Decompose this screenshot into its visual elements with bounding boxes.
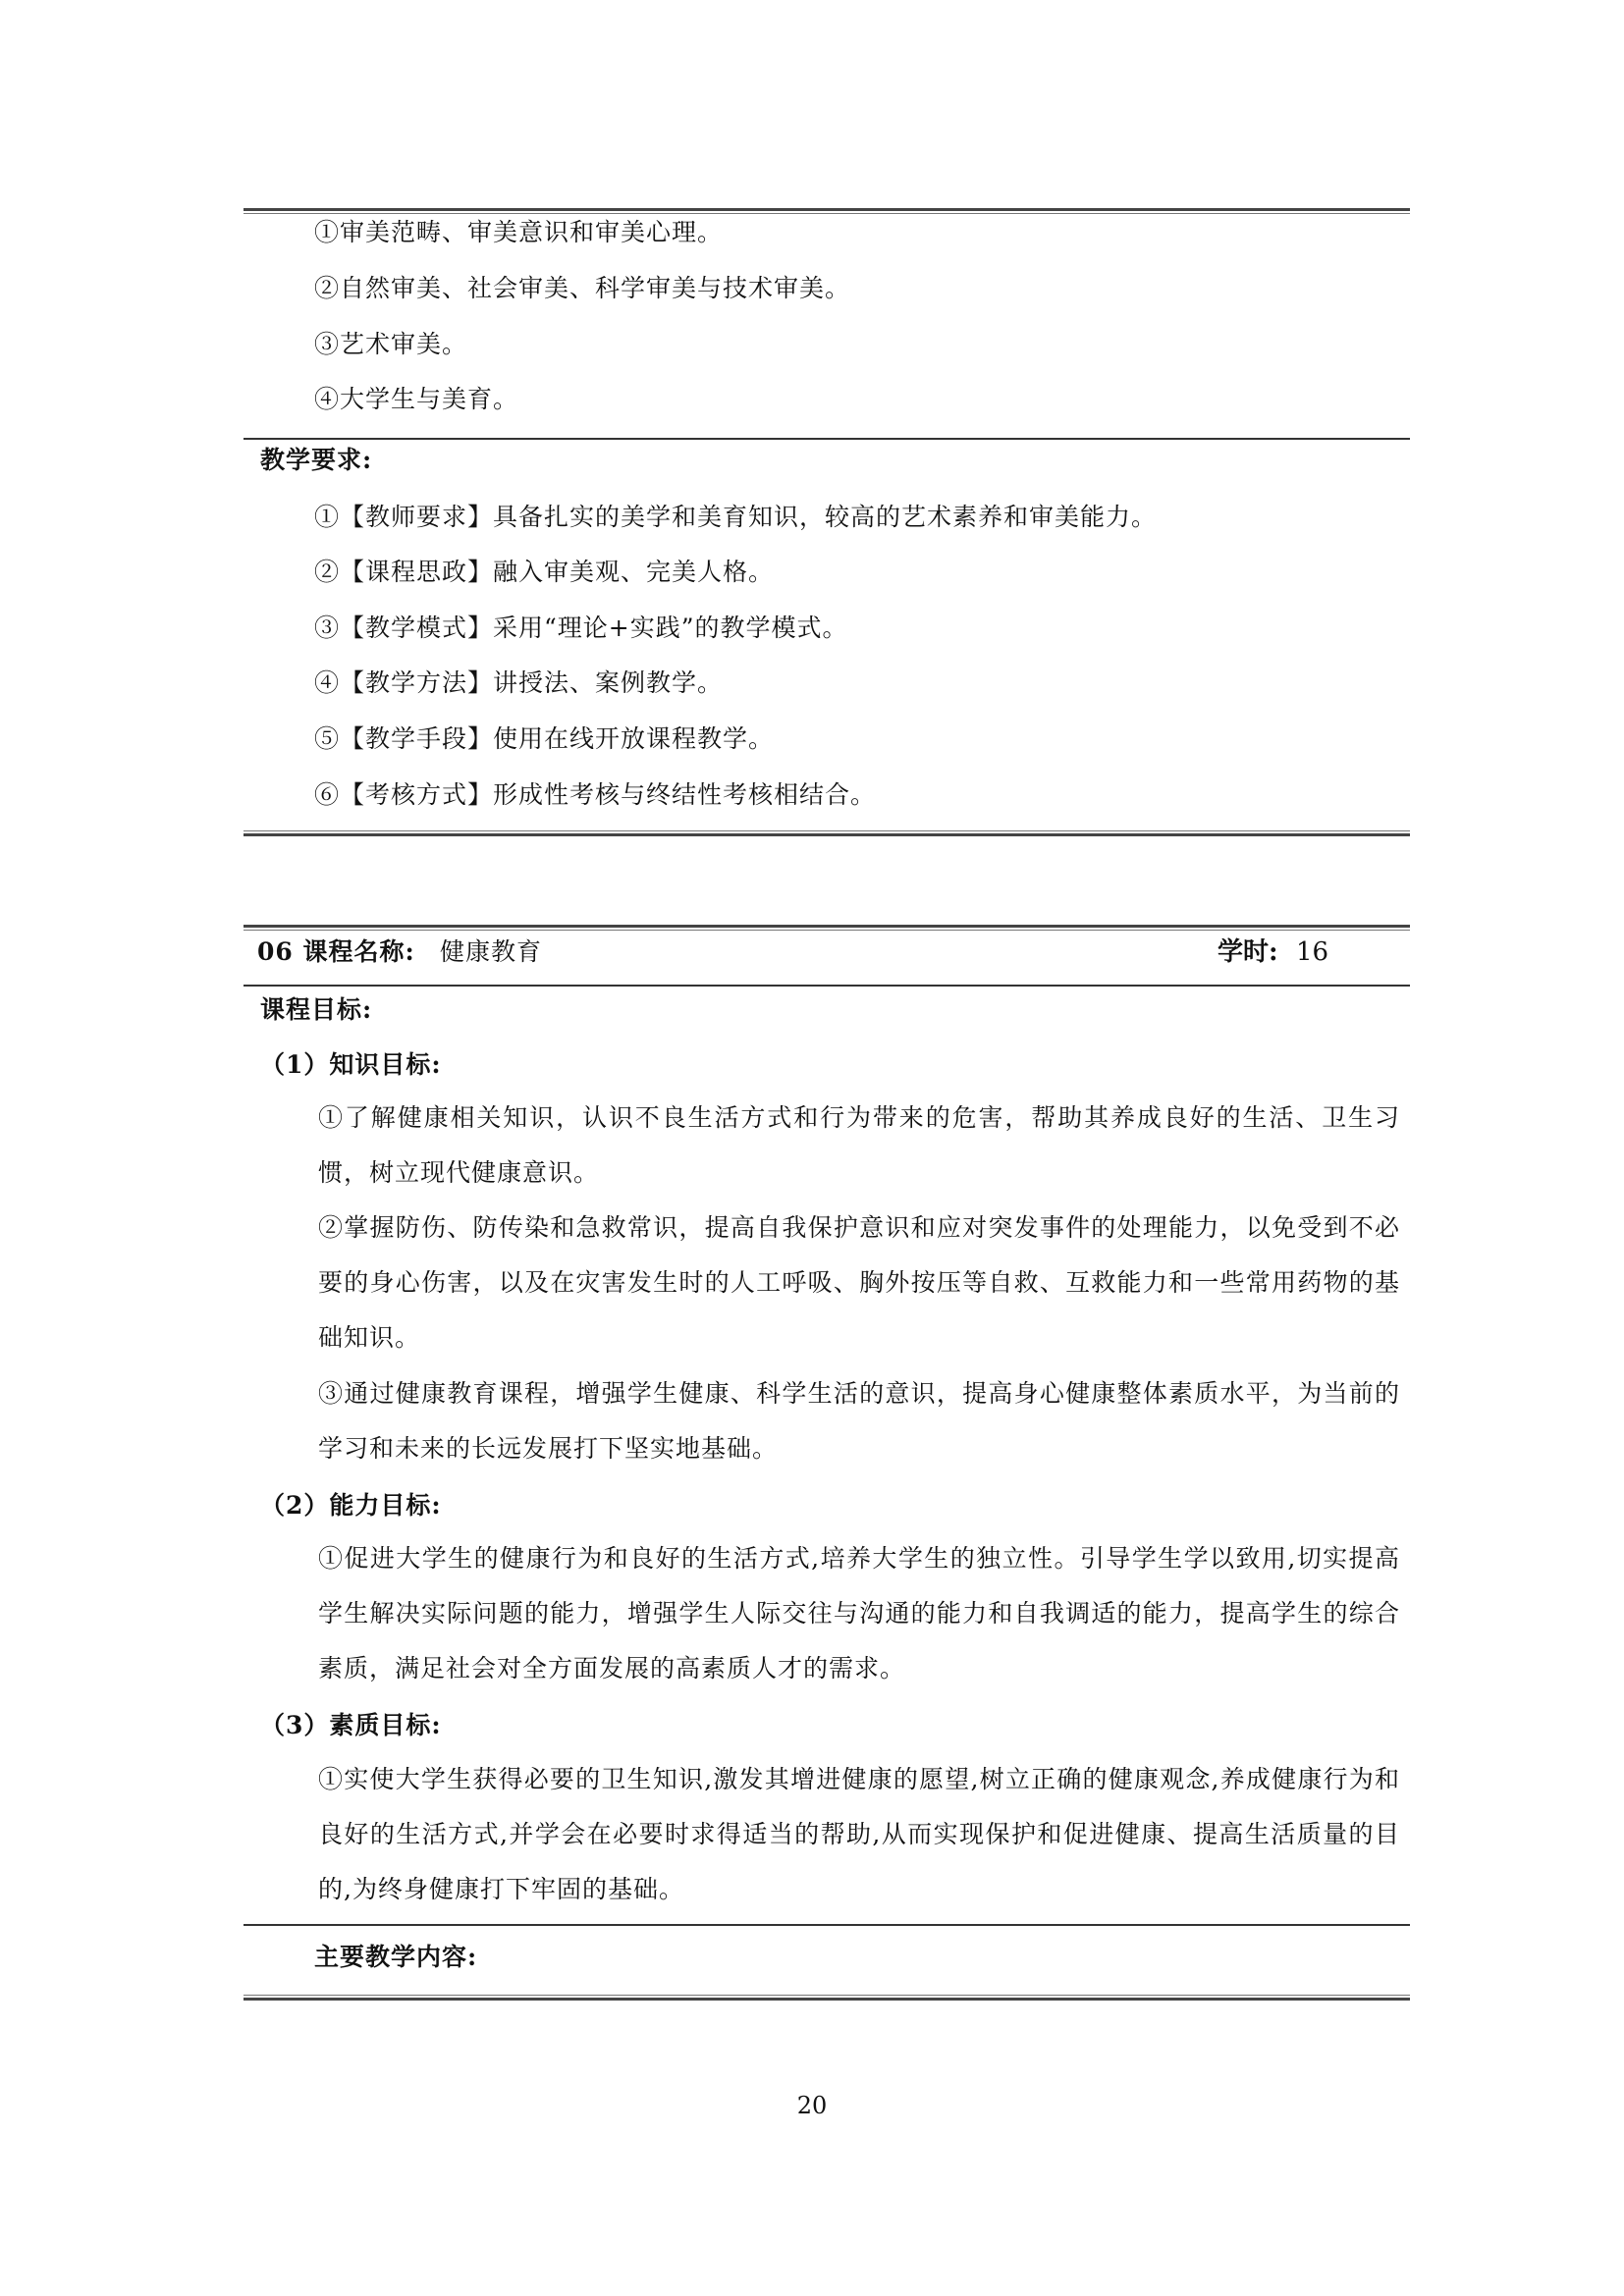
course-table-top-rule xyxy=(244,925,1410,931)
quality-goal-1: ①实使大学生获得必要的卫生知识,激发其增进健康的愿望,树立正确的健康观念,养成健康行为和良好的生活方式,并学会在必要时求得适当的帮助,从而实现保护和促进健康、提高生活质量的目的,为终身健康打下牢固的基础。 xyxy=(318,1765,1400,1903)
table-divider xyxy=(244,438,1410,440)
page-number: 20 xyxy=(796,2092,828,2119)
knowledge-goal-1: ①了解健康相关知识，认识不良生活方式和行为带来的危害，帮助其养成良好的生活、卫生习惯，树立现代健康意识。 xyxy=(318,1103,1400,1187)
requirement-5: ⑤【教学手段】使用在线开放课程教学。 xyxy=(314,724,775,753)
quality-heading: （3）素质目标: xyxy=(260,1711,442,1739)
content-heading: 主要教学内容: xyxy=(314,1943,478,1971)
requirement-3: ③【教学模式】采用“理论+实践”的教学模式。 xyxy=(314,614,848,642)
course-name-value: 健康教育 xyxy=(440,937,543,966)
content-divider xyxy=(244,1924,1410,1926)
requirement-2: ②【课程思政】融入审美观、完美人格。 xyxy=(314,558,775,586)
course-header-divider xyxy=(244,985,1410,987)
knowledge-goal-3: ③通过健康教育课程，增强学生健康、科学生活的意识，提高身心健康整体素质水平，为当前的学习和未来的长远发展打下坚实地基础。 xyxy=(318,1379,1400,1463)
content-item-2: ②自然审美、社会审美、科学审美与技术审美。 xyxy=(314,274,851,302)
course-name-label: 06 课程名称: xyxy=(257,937,415,966)
requirement-6: ⑥【考核方式】形成性考核与终结性考核相结合。 xyxy=(314,780,877,809)
course-hours-label: 学时: xyxy=(1218,937,1278,967)
course-table-bottom-rule xyxy=(244,1995,1410,2001)
requirements-heading: 教学要求: xyxy=(260,446,373,474)
ability-heading: （2）能力目标: xyxy=(260,1491,442,1520)
knowledge-goal-2: ②掌握防伤、防传染和急救常识，提高自我保护意识和应对突发事件的处理能力，以免受到不必要的身心伤害，以及在灾害发生时的人工呼吸、胸外按压等自救、互救能力和一些常用药物的基础知识。 xyxy=(318,1213,1400,1352)
table-bottom-rule xyxy=(244,830,1410,836)
course-hours-value: 16 xyxy=(1296,937,1329,967)
content-item-3: ③艺术审美。 xyxy=(314,330,468,358)
requirement-1: ①【教师要求】具备扎实的美学和美育知识，较高的艺术素养和审美能力。 xyxy=(314,503,1158,531)
ability-goal-1: ①促进大学生的健康行为和良好的生活方式,培养大学生的独立性。引导学生学以致用,切实提高学生解决实际问题的能力，增强学生人际交往与沟通的能力和自我调适的能力，提高学生的综合素质，满足社会对全方面发展的高素质人才的需求。 xyxy=(318,1544,1400,1682)
table-top-rule xyxy=(244,208,1410,214)
content-item-1: ①审美范畴、审美意识和审美心理。 xyxy=(314,218,724,246)
knowledge-heading: （1）知识目标: xyxy=(260,1050,442,1079)
content-item-4: ④大学生与美育。 xyxy=(314,385,519,413)
requirement-4: ④【教学方法】讲授法、案例教学。 xyxy=(314,668,724,697)
goals-heading: 课程目标: xyxy=(260,995,373,1024)
